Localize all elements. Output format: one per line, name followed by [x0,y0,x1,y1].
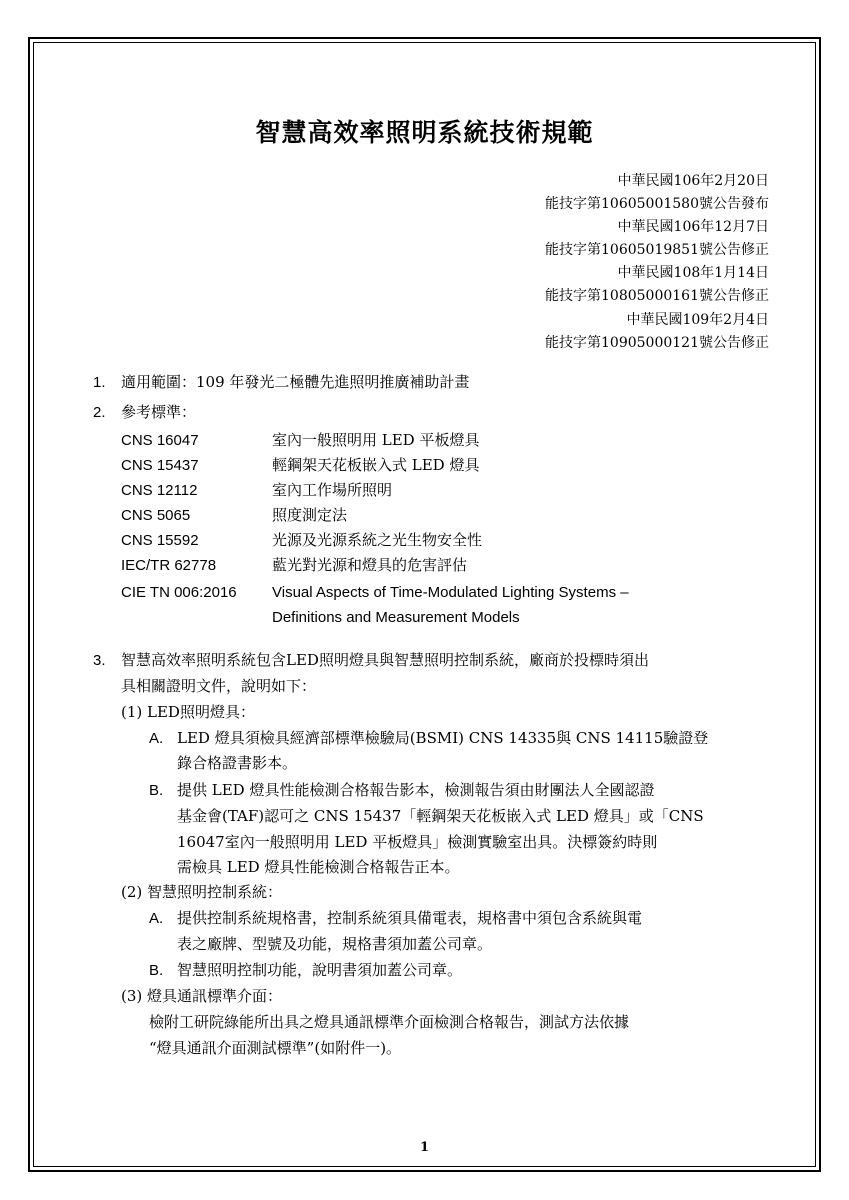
section-1-number: 1. [93,374,106,391]
standard-code: CNS 12112 [121,482,198,499]
standard-code: CNS 5065 [121,507,191,524]
item-text-line: 提供控制系統規格書，控制系統須具備電表，規格書中須包含系統與電 [177,909,643,927]
section-3-number: 3. [93,652,106,669]
publication-line: 能技字第10605001580號公告發布 [545,196,769,213]
standard-name: 光源及光源系統之光生物安全性 [272,531,483,549]
standard-code: CIE TN 006:2016 [121,584,237,601]
publication-line: 能技字第10905000121號公告修正 [545,334,769,351]
section-2-heading: 參考標準： [121,403,197,421]
standard-name: 室內工作場所照明 [272,481,393,499]
subsection-2-label: (2) 智慧照明控制系統： [121,883,283,901]
section-1-text: 適用範圍：109 年發光二極體先進照明推廣補助計畫 [121,373,470,391]
item-marker: A. [149,910,164,927]
subsection-1-label: (1) LED照明燈具： [121,703,255,721]
standard-code: IEC/TR 62778 [121,557,217,574]
item-text-line: LED 燈具須檢具經濟部標準檢驗局(BSMI) CNS 14335與 CNS 14115驗證登 [177,729,709,747]
item-text-line: 16047室內一般照明用 LED 平板燈具」檢測實驗室出具。決標簽約時則 [177,833,658,851]
standard-name-continuation: Definitions and Measurement Models [272,609,520,626]
standard-name: 輕鋼架天花板嵌入式 LED 燈具 [272,456,480,474]
page-number: 1 [419,1140,430,1155]
subsection-3-text-line: “燈具通訊介面測試標準”(如附件一)。 [149,1039,402,1057]
publication-line: 能技字第10805000161號公告修正 [545,288,769,305]
item-marker: A. [149,730,164,747]
standard-name: 照度測定法 [272,506,348,524]
item-marker: B. [149,962,164,979]
section-3-intro-line: 智慧高效率照明系統包含LED照明燈具與智慧照明控制系統，廠商於投標時須出 [121,651,649,669]
item-text-line: 錄合格證書影本。 [177,754,298,772]
section-2-number: 2. [93,404,106,421]
standard-name: 室內一般照明用 LED 平板燈具 [272,431,480,449]
standard-code: CNS 15592 [121,532,199,549]
publication-history [545,170,769,355]
item-text-line: 表之廠牌、型號及功能，規格書須加蓋公司章。 [177,935,493,953]
standard-code: CNS 16047 [121,432,199,449]
subsection-3-label: (3) 燈具通訊標準介面： [121,987,283,1005]
publication-line: 能技字第10605019851號公告修正 [545,242,769,259]
publication-line: 中華民國106年2月20日 [617,173,769,189]
subsection-3-text-line: 檢附工研院綠能所出具之燈具通訊標準介面檢測合格報告，測試方法依據 [149,1013,630,1031]
publication-line: 中華民國109年2月4日 [626,311,769,328]
standard-name: 藍光對光源和燈具的危害評估 [272,556,468,574]
item-text-line: 基金會(TAF)認可之 CNS 15437「輕鋼架天花板嵌入式 LED 燈具」或「CNS [177,807,704,825]
standard-code: CNS 15437 [121,457,199,474]
item-text-line: 提供 LED 燈具性能檢測合格報告影本，檢測報告須由財團法人全國認證 [177,781,655,799]
item-text-line: 需檢具 LED 燈具性能檢測合格報告正本。 [177,858,460,876]
standard-name: Visual Aspects of Time-Modulated Lighting Systems – [272,584,629,601]
publication-line: 中華民國108年1月14日 [617,265,769,282]
publication-line: 中華民國106年12月7日 [617,219,769,236]
document-title: 智慧高效率照明系統技術規範 [255,118,594,147]
section-3-intro-line: 具相關證明文件，說明如下： [121,677,317,695]
item-marker: B. [149,782,164,799]
item-text-line: 智慧照明控制功能，說明書須加蓋公司章。 [177,961,463,979]
